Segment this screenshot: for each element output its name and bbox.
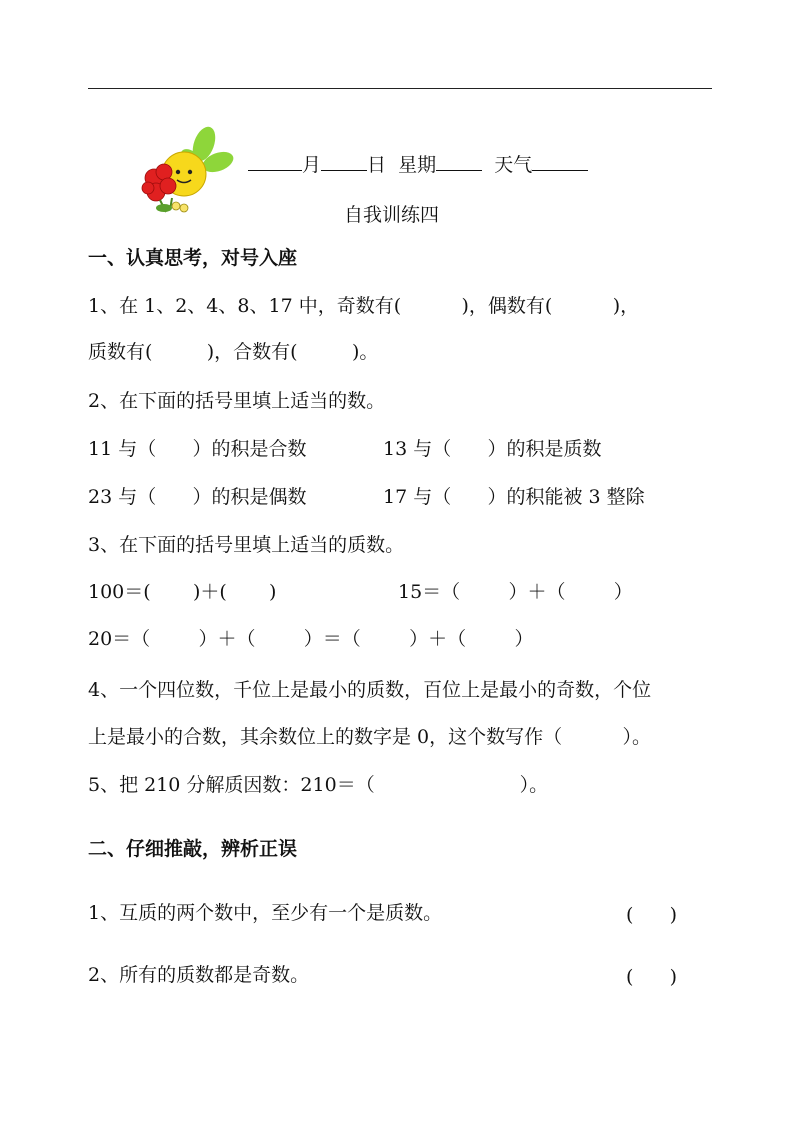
date-weather-line [248,150,588,177]
page-title: 自我训练四 [344,204,440,226]
q2-prompt: 2、在下面的括号里填上适当的数。 [88,390,386,412]
section2-heading: 二、仔细推敲，辨析正误 [88,838,298,860]
q4-line1: 4、一个四位数，千位上是最小的质数，百位上是最小的奇数，个位 [88,679,652,701]
q1-line1: 1、在 1、2、4、8、17 中，奇数有( )，偶数有( )， [88,295,640,317]
section1-heading: 一、认真思考，对号入座 [88,247,298,269]
q1-line2: 质数有( )，合数有( )。 [88,341,379,363]
red-flower [142,164,176,201]
day-blank[interactable] [321,152,367,171]
q2-item-c: 23 与（ ）的积是偶数 [88,486,307,508]
q3-prompt: 3、在下面的括号里填上适当的质数。 [88,534,405,556]
judge-q1-answer-bracket[interactable]: ( ) [626,904,678,926]
weekday-blank[interactable] [436,152,482,171]
day-label: 日 [367,154,387,176]
q2-item-d: 17 与（ ）的积能被 3 整除 [383,486,645,508]
q3-item-c: 20＝（ ）＋（ ）＝（ ）＋（ ） [88,628,534,650]
top-rule [88,88,712,89]
judge-q1: 1、互质的两个数中，至少有一个是质数。 [88,902,443,924]
judge-q2-answer-bracket[interactable]: ( ) [626,966,678,988]
flower-mascot-logo [134,122,234,222]
q2-item-a: 11 与（ ）的积是合数 [88,438,307,460]
month-blank[interactable] [248,152,302,171]
weekday-label: 星期 [398,154,437,176]
q5: 5、把 210 分解质因数：210＝（ ）。 [88,774,549,796]
judge-q2: 2、所有的质数都是奇数。 [88,964,310,986]
q4-line2: 上是最小的合数，其余数位上的数字是 0，这个数写作（ ）。 [88,726,652,748]
q2-item-b: 13 与（ ）的积是质数 [383,438,602,460]
weather-label: 天气 [494,154,533,176]
weather-blank[interactable] [532,152,588,171]
month-label: 月 [302,154,322,176]
q3-item-b: 15＝（ ）＋（ ） [398,581,633,603]
q3-item-a: 100＝( )＋( ) [88,581,277,603]
